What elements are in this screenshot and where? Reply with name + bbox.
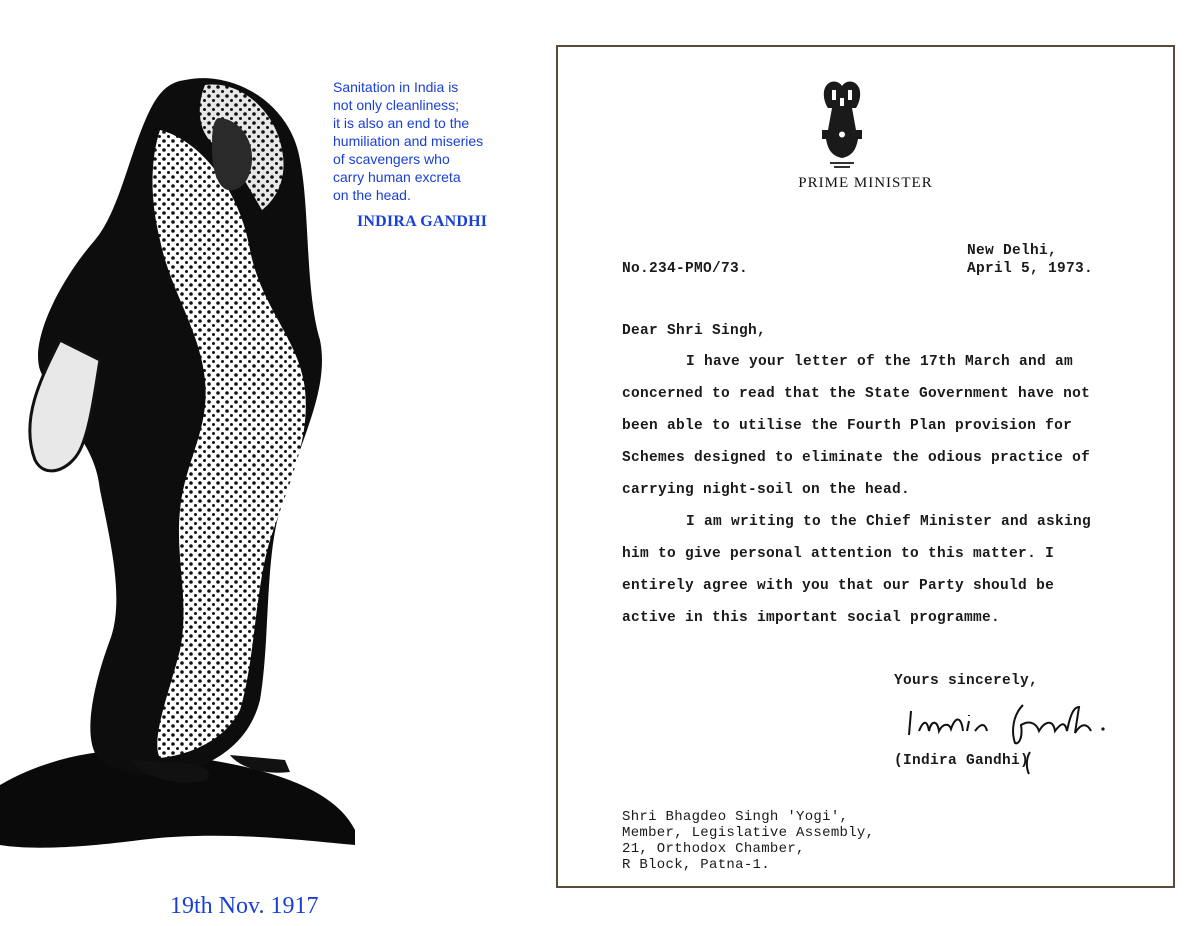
quote-author: INDIRA GANDHI xyxy=(357,213,488,230)
letter-place: New Delhi, xyxy=(967,243,1058,259)
woman-in-sari-illustration xyxy=(0,40,360,870)
body-line: carrying night-soil on the head. xyxy=(622,482,911,498)
body-line: I am writing to the Chief Minister and asking xyxy=(686,514,1092,530)
body-line: Schemes designed to eliminate the odious practice of xyxy=(622,450,1091,466)
prime-minister-letter xyxy=(556,45,1175,888)
address-line: Shri Bhagdeo Singh 'Yogi', xyxy=(622,809,849,825)
address-line: R Block, Patna-1. xyxy=(622,857,770,873)
quote-line: carry human excreta xyxy=(333,169,461,185)
body-line: him to give personal attention to this matter. I xyxy=(622,546,1055,562)
signature-stroke xyxy=(1024,750,1034,776)
body-line: entirely agree with you that our Party should be xyxy=(622,578,1055,594)
address-line: 21, Orthodox Chamber, xyxy=(622,841,805,857)
signatory-name: (Indira Gandhi) xyxy=(894,753,1030,769)
reference-number: No.234-PMO/73. xyxy=(622,261,749,277)
letter-date: April 5, 1973. xyxy=(967,261,1094,277)
address-line: Member, Legislative Assembly, xyxy=(622,825,875,841)
quote-line: not only cleanliness; xyxy=(333,97,460,113)
quote-line: Sanitation in India is xyxy=(333,79,459,95)
quote-line: humiliation and miseries xyxy=(333,133,484,149)
handwritten-signature xyxy=(903,701,1143,747)
body-line: been able to utilise the Fourth Plan provision for xyxy=(622,418,1073,434)
sanitation-quote xyxy=(333,78,533,204)
quote-line: of scavengers who xyxy=(333,151,450,167)
state-emblem-icon xyxy=(812,78,872,173)
quote-line: it is also an end to the xyxy=(333,115,470,131)
closing: Yours sincerely, xyxy=(894,673,1039,689)
salutation: Dear Shri Singh, xyxy=(622,323,767,339)
birth-date: 19th Nov. 1917 xyxy=(170,893,319,919)
quote-line: on the head. xyxy=(333,187,411,203)
letterhead-title: PRIME MINISTER xyxy=(798,175,933,191)
body-line: concerned to read that the State Government have not xyxy=(622,386,1091,402)
body-line: active in this important social programme. xyxy=(622,610,1001,626)
body-line: I have your letter of the 17th March and am xyxy=(686,354,1074,370)
